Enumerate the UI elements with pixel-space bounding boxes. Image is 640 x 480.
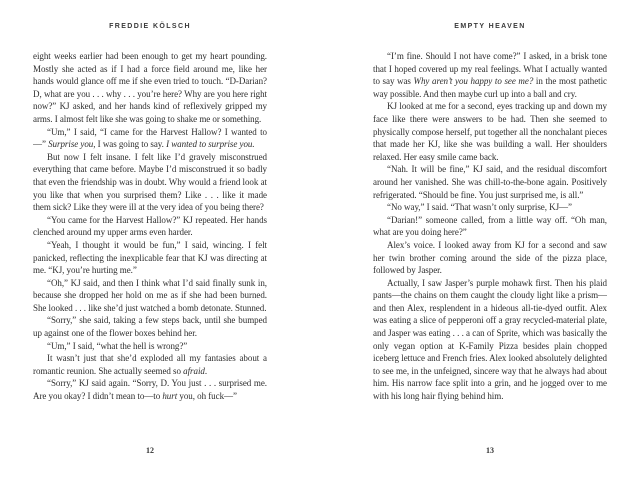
text-segment-italic: hurt	[162, 391, 178, 402]
text-segment: .	[204, 365, 208, 376]
text-segment: Actually, I saw Jasper’s purple mohawk first. Then his plaid pants—the chains on them caught the cloudy light like a prism—and then Alex, resplendent in a hideous all-tie-dyed outfit. Alex was eating a slice of pepperoni off a gray recycled-material plate, and Jasper was eating . . . a can of Sprite, which was basically the only vegan option at K-Family Pizza besides plain chopped iceberg lettuce and French fries. Alex looked absolutely delighted to see me, in the unfeigned, sincere way that he always had about him. His narrow face split into a grin, and he jogged over to me with his long hair flying behind him.	[373, 277, 607, 402]
text-segment: “Um,” I said, “what the hell is wrong?”	[47, 340, 188, 351]
page-left-content	[33, 0, 267, 480]
page-number-right: 13	[486, 446, 494, 455]
text-segment: “Sorry,” she said, taking a few steps back, until she bumped up against one of the flower boxes behind her.	[33, 315, 267, 339]
text-segment: in the most pathetic way possible. And then maybe curl up into a ball and cry.	[373, 76, 607, 99]
paragraph	[373, 277, 607, 403]
paragraph	[33, 314, 267, 339]
paragraph	[373, 50, 607, 100]
text-segment: “Darian!” someone called, from a little way off. “Oh man, what are you doing here?”	[373, 214, 607, 238]
page-body-left	[33, 50, 267, 403]
paragraph	[373, 239, 607, 277]
text-segment: “Nah. It will be fine,” KJ said, and the residual discomfort around her vanished. She was chill-to-the-bone again. Positively refrigerated. “Should be fine. You just surprised me, is all.”	[373, 164, 607, 200]
text-segment-italic: afraid	[183, 365, 205, 376]
paragraph	[33, 277, 267, 315]
text-segment: “Oh,” KJ said, and then I think what I’d said finally sunk in, because she dropped her hold on me as if she had been burned. She looked . . . like she’d just watched a bomb detonate. Stunned.	[33, 277, 267, 313]
paragraph	[373, 163, 607, 201]
text-segment: “Yeah, I thought it would be fun,” I said, wincing. I felt panicked, reflecting the inexplicable fear that KJ was directing at me. “KJ, you’re hurting me.”	[33, 239, 267, 276]
page-number-left: 12	[146, 446, 154, 455]
paragraph	[373, 201, 607, 214]
paragraph	[33, 214, 267, 239]
page-right-content	[373, 0, 607, 480]
text-segment: “Um,” I said, “I came for the Harvest Hallow? I wanted to—”	[33, 126, 267, 150]
text-segment: , I was going to say.	[93, 139, 167, 150]
text-segment: “Sorry,” KJ said again. “Sorry, D. You just . . . surprised me. Are you okay? I didn’t mean to—to	[33, 378, 267, 402]
paragraph	[33, 239, 267, 277]
paragraph	[33, 352, 267, 377]
text-segment: you, oh fuck—”	[177, 391, 237, 402]
paragraph	[373, 214, 607, 239]
running-header-title: EMPTY HEAVEN	[454, 23, 526, 30]
running-header-author: FREDDIE KÖLSCH	[109, 23, 191, 30]
paragraph	[33, 126, 267, 151]
text-segment: “You came for the Harvest Hallow?” KJ repeated. Her hands clenched around my upper arms even harder.	[33, 214, 267, 238]
text-segment-italic: Surprise you	[48, 139, 94, 150]
text-segment: “No way,” I said. “That wasn’t only surprise, KJ—”	[387, 202, 572, 213]
paragraph	[33, 50, 267, 126]
paragraph	[33, 377, 267, 402]
paragraph	[33, 340, 267, 353]
text-segment-italic: Why aren’t you happy to see me?	[413, 76, 534, 87]
page-body-right	[373, 50, 607, 403]
paragraph	[373, 100, 607, 163]
text-segment-italic: I wanted to surprise you.	[166, 139, 255, 150]
text-segment: But now I felt insane. I felt like I’d gravely misconstrued everything that came before. Maybe I’d misconstrued it so badly that even the friendship was in doubt. Why would a friend look at you like that when you surprised them? Like . . . like it made them sick? Like they were ill at the very idea of you being there?	[33, 151, 267, 213]
text-segment: KJ looked at me for a second, eyes tracking up and down my face like there were answers to be had. Then she seemed to physically compose herself, put together all the nonchalant pieces that made her KJ, like she was building a wall. Her shoulders relaxed. Her easy smile came back.	[373, 101, 607, 162]
page-right	[320, 0, 640, 480]
text-segment: It wasn’t just that she’d exploded all my fantasies about a romantic reunion. She actually seemed so	[33, 353, 267, 376]
text-segment: Alex’s voice. I looked away from KJ for a second and saw her twin brother coming around the side of the pizza place, followed by Jasper.	[373, 239, 607, 276]
text-segment: eight weeks earlier had been enough to get my heart pounding. Mostly she acted as if I had a force field around me, like her hands would glance off me if she even tried to touch. “D-Darian? D, what are you . . . why . . . you’re here? Why are you here right now?” KJ asked, and her hands kind of reflexively gripped my arms. I almost felt like she was going to shake me or something.	[33, 51, 267, 124]
text-segment: “I’m fine. Should I not have come?” I asked, in a brisk tone that I hoped covered up my real feelings. What I actually wanted to say was	[373, 51, 607, 87]
paragraph	[33, 151, 267, 214]
